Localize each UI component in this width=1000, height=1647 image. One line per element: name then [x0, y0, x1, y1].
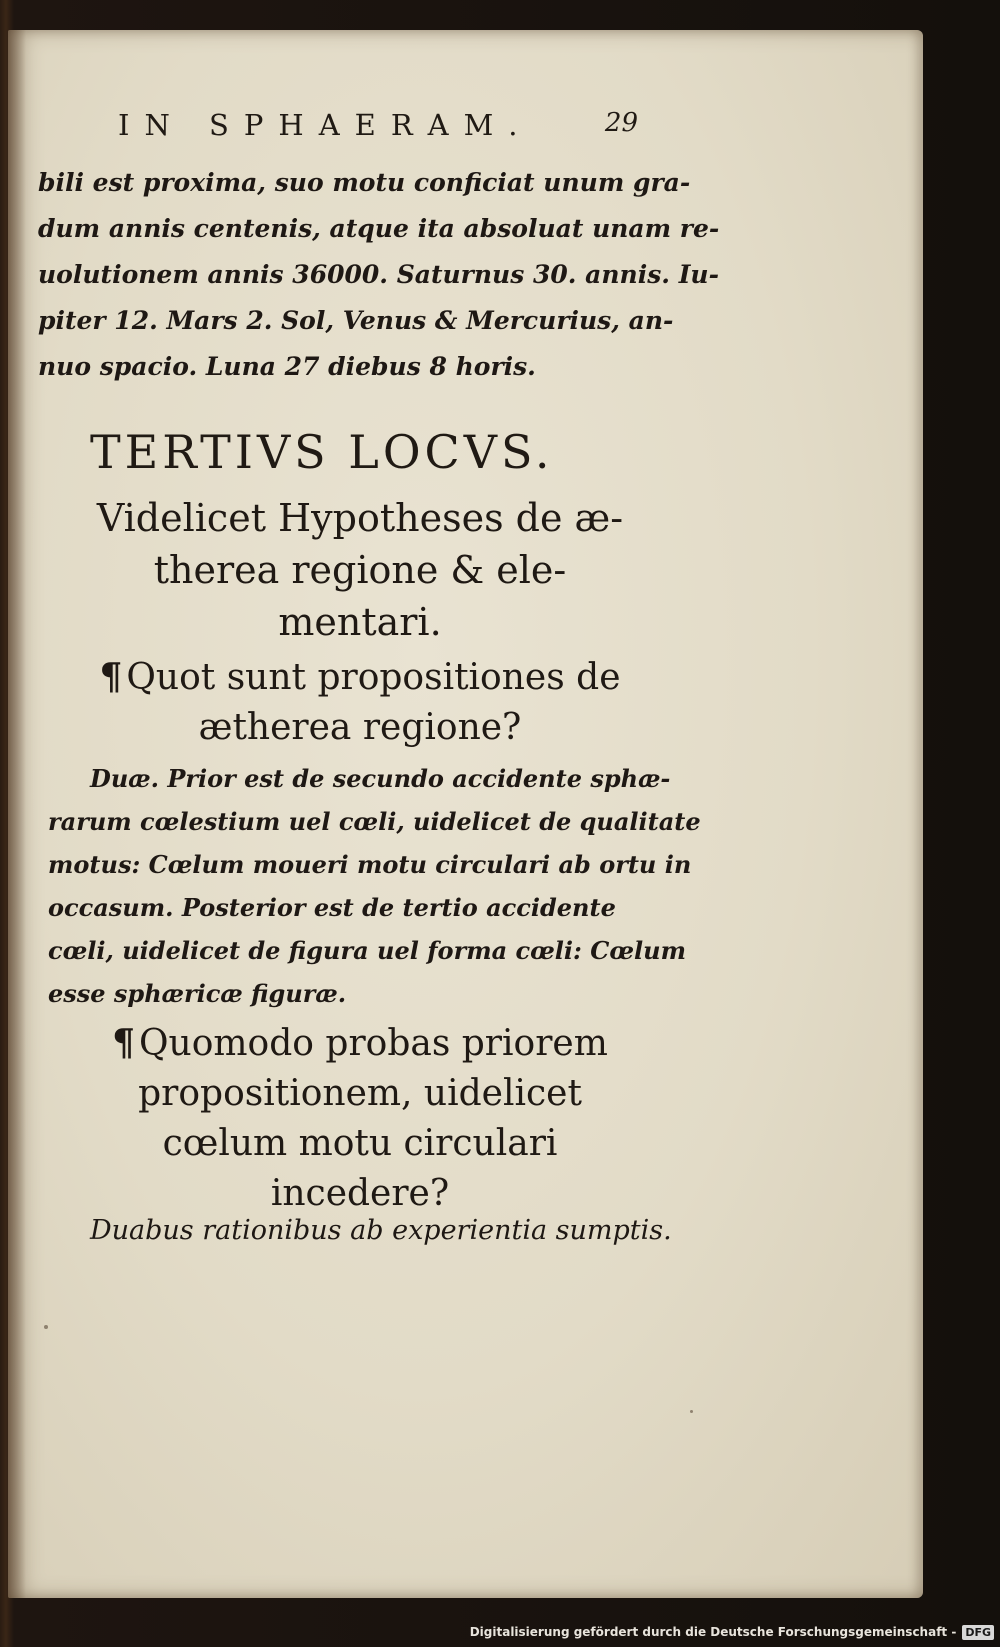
page-number: 29 — [604, 108, 638, 138]
question-two-line: cœlum motu circulari — [162, 1123, 558, 1164]
paper-speck — [690, 1410, 693, 1413]
answer-one-line: Duæ. Prior est de secundo accidente sphæ- — [90, 764, 671, 793]
footer-credit-text: Digitalisierung gefördert durch die Deutsche Forschungsgemeinschaft - — [469, 1625, 957, 1639]
answer-one-line: cœli, uidelicet de figura uel forma cœli: Cœlum — [48, 936, 686, 965]
page-gutter-shadow — [8, 30, 26, 1598]
answer-one-line: rarum cœlestium uel cœli, uidelicet de qualitate — [48, 807, 701, 836]
answer-one-line: motus: Cœlum moueri motu circulari ab ortu in — [48, 850, 692, 879]
question-two-line: propositionem, uidelicet — [138, 1073, 582, 1114]
intro-line: uolutionem annis 36000. Saturnus 30. annis. Iu- — [38, 260, 719, 289]
question-two-line: incedere? — [270, 1173, 450, 1214]
running-title: IN SPHAERAM. — [118, 108, 533, 142]
paragraph-mark-icon: ¶ — [99, 656, 123, 698]
answer-one-line: occasum. Posterior est de tertio accidente — [48, 893, 616, 922]
intro-line: dum annis centenis, atque ita absoluat unam re- — [38, 214, 720, 243]
question-one-text: Quot sunt propositiones de — [126, 657, 621, 698]
subtitle-line: Videlicet Hypotheses de æ- — [96, 496, 624, 540]
section-subtitle — [40, 492, 680, 648]
question-two — [40, 1018, 680, 1219]
subtitle-line: therea regione & ele- — [153, 548, 567, 592]
paper-speck — [44, 1325, 48, 1329]
question-two-text: Quomodo probas priorem — [139, 1023, 608, 1064]
intro-line: nuo spacio. Luna 27 diebus 8 horis. — [38, 352, 536, 381]
paragraph-mark-icon: ¶ — [112, 1022, 136, 1064]
answer-two: Duabus rationibus ab experientia sumptis. — [90, 1215, 672, 1246]
section-title: TERTIVS LOCVS. — [90, 425, 554, 479]
question-two-line — [40, 1018, 680, 1069]
question-one-line: ætherea regione? — [198, 707, 522, 748]
question-one — [40, 652, 680, 753]
intro-paragraph — [38, 160, 720, 390]
answer-one — [48, 757, 701, 1015]
answer-one-line: esse sphæricæ figuræ. — [48, 979, 347, 1008]
intro-line: bili est proxima, suo motu conficiat unum gra- — [38, 168, 691, 197]
subtitle-line: mentari. — [278, 600, 442, 644]
footer-credit — [470, 1621, 994, 1643]
question-one-line — [40, 652, 680, 703]
running-head — [118, 108, 638, 148]
dfg-logo: DFG — [962, 1625, 994, 1640]
intro-line: piter 12. Mars 2. Sol, Venus & Mercurius, an- — [38, 306, 674, 335]
